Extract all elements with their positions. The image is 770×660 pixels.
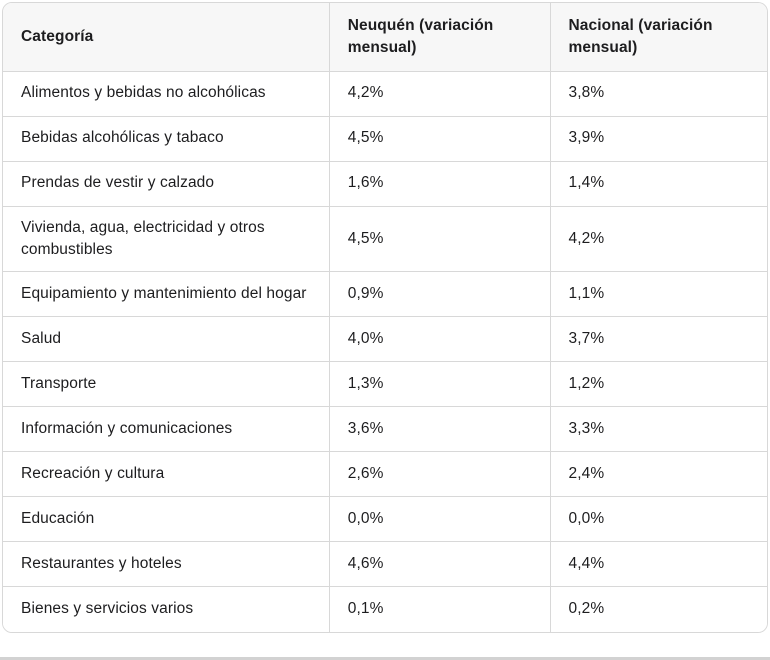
neuquen-value-cell: 4,2%: [329, 71, 550, 116]
nacional-value-cell: 4,2%: [550, 206, 767, 272]
neuquen-value-cell: 1,6%: [329, 161, 550, 206]
table-row: [3, 497, 767, 542]
category-cell: Equipamiento y mantenimiento del hogar: [3, 272, 329, 317]
category-cell: Prendas de vestir y calzado: [3, 161, 329, 206]
table-row: [3, 407, 767, 452]
nacional-value-cell: 1,2%: [550, 362, 767, 407]
table-row: [3, 161, 767, 206]
table-row: [3, 272, 767, 317]
neuquen-value-cell: 3,6%: [329, 407, 550, 452]
inflation-comparison-table: [2, 2, 768, 633]
neuquen-value-cell: 4,5%: [329, 206, 550, 272]
nacional-value-cell: 1,4%: [550, 161, 767, 206]
nacional-value-cell: 3,8%: [550, 71, 767, 116]
category-cell: Transporte: [3, 362, 329, 407]
table-row: [3, 587, 767, 632]
category-cell: Restaurantes y hoteles: [3, 542, 329, 587]
table-row: [3, 542, 767, 587]
neuquen-value-cell: 1,3%: [329, 362, 550, 407]
table-row: [3, 116, 767, 161]
category-cell: Información y comunicaciones: [3, 407, 329, 452]
table-row: [3, 317, 767, 362]
category-cell: Recreación y cultura: [3, 452, 329, 497]
neuquen-value-cell: 0,9%: [329, 272, 550, 317]
neuquen-value-cell: 4,6%: [329, 542, 550, 587]
neuquen-value-cell: 4,5%: [329, 116, 550, 161]
nacional-value-cell: 4,4%: [550, 542, 767, 587]
nacional-value-cell: 0,0%: [550, 497, 767, 542]
column-header-categoria: Categoría: [3, 3, 329, 71]
nacional-value-cell: 3,9%: [550, 116, 767, 161]
table-row: [3, 71, 767, 116]
neuquen-value-cell: 0,1%: [329, 587, 550, 632]
neuquen-value-cell: 4,0%: [329, 317, 550, 362]
category-cell: Educación: [3, 497, 329, 542]
table-row: [3, 206, 767, 272]
header-row: [3, 3, 767, 71]
table-row: [3, 452, 767, 497]
table-body: [3, 71, 767, 632]
neuquen-value-cell: 2,6%: [329, 452, 550, 497]
neuquen-value-cell: 0,0%: [329, 497, 550, 542]
nacional-value-cell: 2,4%: [550, 452, 767, 497]
column-header-neuquen: Neuquén (variación mensual): [329, 3, 550, 71]
category-cell: Vivienda, agua, electricidad y otros combustibles: [3, 206, 329, 272]
category-cell: Bienes y servicios varios: [3, 587, 329, 632]
table-row: [3, 362, 767, 407]
nacional-value-cell: 1,1%: [550, 272, 767, 317]
category-cell: Bebidas alcohólicas y tabaco: [3, 116, 329, 161]
nacional-value-cell: 0,2%: [550, 587, 767, 632]
nacional-value-cell: 3,7%: [550, 317, 767, 362]
nacional-value-cell: 3,3%: [550, 407, 767, 452]
column-header-nacional: Nacional (variación mensual): [550, 3, 767, 71]
category-cell: Salud: [3, 317, 329, 362]
category-cell: Alimentos y bebidas no alcohólicas: [3, 71, 329, 116]
data-table: [3, 3, 767, 632]
